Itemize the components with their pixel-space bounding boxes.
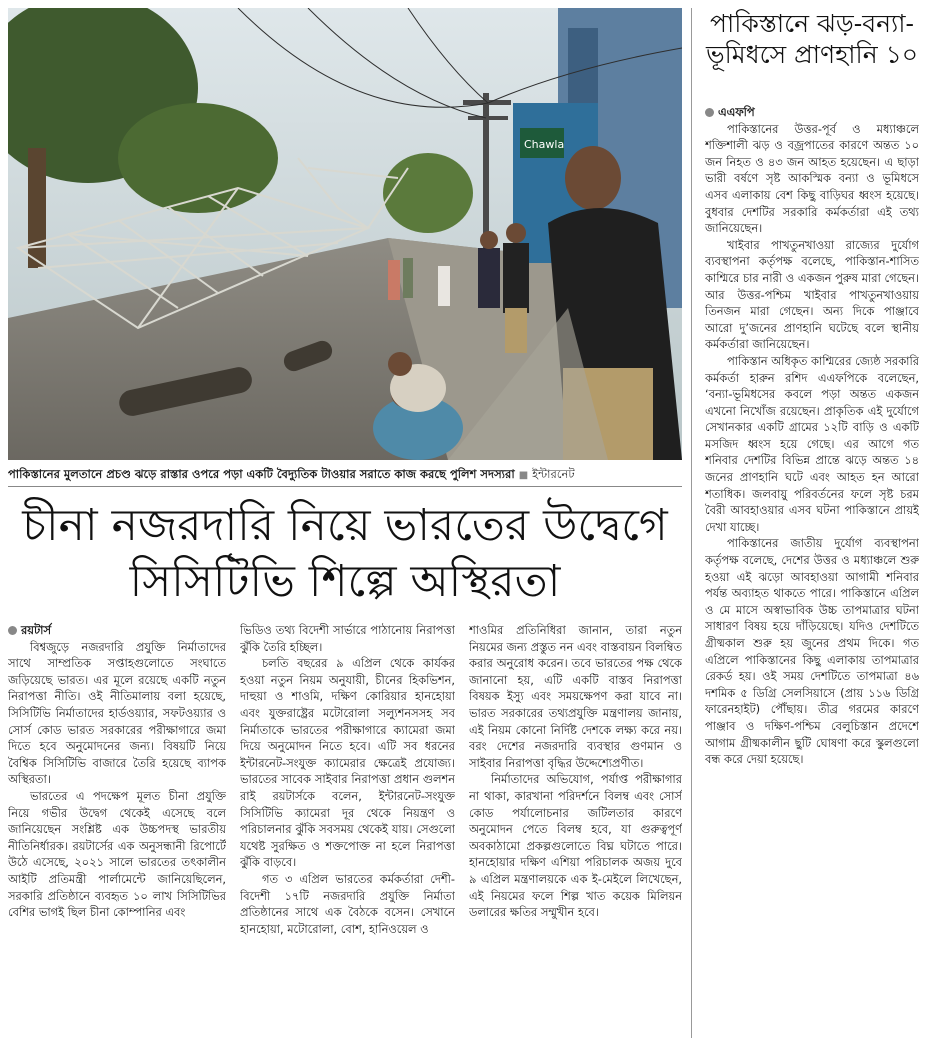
paragraph: পাকিস্তান অধিকৃত কাশ্মিরের জ্যেষ্ঠ সরকারি কর্মকর্তা হারুন রশিদ এএফপিকে বলেছেন, ‘বন্যা-ভূমিধসের কবলে পড়া অন্তত একজন এখনো নিখোঁজ রয়েছেন। প্রাকৃতিক এই দুর্যোগে সেখানকার একটি গ্রামের ১২টি বাড়ি ও একটি মসজিদ ধ্বংস হয়ে গেছে। এর আগে গত শনিবার দেশটির বিভিন্ন প্রান্তে ঝড়ে অন্তত ১৪ জনের প্রাণহানি ঘটে এবং আহত হন আরো শতাধিক। জলবায়ু পরিবর্তনের ফলে সৃষ্ট চরম বৈরী আবহাওয়ার এসব ঘটনা পাকিস্তানে প্রায়ই দেখা যাচ্ছে।: [705, 353, 919, 534]
caption-text: পাকিস্তানের মুলতানে প্রচণ্ড ঝড়ে রাস্তার ওপরে পড়া একটি বৈদ্যুতিক টাওয়ার সরাতে কাজ করছে পুলিশ সদস্যরা: [8, 467, 515, 481]
side-byline: [705, 104, 919, 121]
credit-square-icon: ■: [518, 470, 529, 481]
article-column-2: [240, 622, 455, 1041]
side-article: [705, 104, 919, 1041]
news-photo: [8, 8, 682, 460]
column-separator: [691, 8, 692, 1038]
photo-credit: ইন্টারনেট: [532, 467, 575, 481]
paragraph: পাকিস্তানের জাতীয় দুর্যোগ ব্যবস্থাপনা কর্তৃপক্ষ বলেছে, দেশের উত্তর ও মধ্যাঞ্চলে শুরু হওয়া এই ঝড়ো আবহাওয়া আগামী শনিবার পর্যন্ত অব্যাহত থাকতে পারে। পাকিস্তানে এপ্রিল ও মে মাসে অস্বাভাবিক উচ্চ তাপমাত্রার ঘটনা সাধারণ বিষয় হয়ে দাঁড়িয়েছে। যদিও দেশটিতে গ্রীষ্মকাল শুরু হয় জুনের প্রথম দিকে। গত এপ্রিলে পাকিস্তানের কিছু এলাকায় তাপমাত্রার রেকর্ড হয়। ওই সময় দেশটিতে তাপমাত্রা ৪৬ দশমিক ৫ ডিগ্রি সেলসিয়াসে (প্রায় ১১৬ ডিগ্রি ফারেনহাইট) পৌঁছায়। তীব্র গরমের কারণে পাঞ্জাব ও দক্ষিণ-পশ্চিম বেলুচিস্তান প্রদেশে আগাম গ্রীষ্মকালীন ছুটি ঘোষণা করে স্কুলগুলো বন্ধ করে দেয়া হয়েছে।: [705, 536, 919, 767]
paragraph: পাকিস্তানের উত্তর-পূর্ব ও মধ্যাঞ্চলে শক্তিশালী ঝড় ও বজ্রপাতের কারণে অন্তত ১০ জন নিহত ও ৪৩ জন আহত হয়েছেন। এ ছাড়া ভারী বর্ষণে সৃষ্ট আকস্মিক বন্যা ও ভূমিধসে এসব এলাকায় বেশ কিছু বাড়িঘর ধ্বংস হয়েছে। বুধবার দেশটির সরকারি কর্মকর্তারা এই তথ্য জানিয়েছেন।: [705, 121, 919, 236]
divider-line: [8, 486, 682, 487]
paragraph: ভারতের এ পদক্ষেপ মূলত চীনা প্রযুক্তি নিয়ে গভীর উদ্বেগ থেকেই এসেছে বলে জানিয়েছেন সংশ্লিষ্ট এক উচ্চপদস্থ ভারতীয় নীতিনির্ধারক। রয়টার্সের এক অনুসন্ধানী রিপোর্টে উঠে এসেছে, ২০২১ সালে ভারতের তৎকালীন আইটি প্রতিমন্ত্রী পার্লামেন্টে জানিয়েছিলেন, সরকারি প্রতিষ্ঠানে ব্যবহৃত ১০ লাখ সিসিটিভির বেশির ভাগই ছিল চীনা কোম্পানির এবং: [8, 788, 226, 920]
byline-bullet-icon: [8, 626, 17, 635]
shop-sign-text: Chawla: [524, 138, 565, 151]
article-column-3: [469, 622, 682, 1041]
paragraph: নির্মাতাদের অভিযোগ, পর্যাপ্ত পরীক্ষাগার না থাকা, কারখানা পরিদর্শনে বিলম্ব এবং সোর্স কোড পর্যালোচনার জটিলতার কারণে অনুমোদন পেতে বিলম্ব হবে, যা গুরুত্বপূর্ণ অবকাঠামো প্রকল্পগুলোতে বিঘ্ন ঘটাতে পারে। হানহোয়ার দক্ষিণ এশিয়া পরিচালক অজয় দুবে ৯ এপ্রিল মন্ত্রণালয়কে এক ই-মেইলে লিখেছেন, এই নিয়মের ফলে শিল্প খাত কয়েক মিলিয়ন ডলারের ক্ষতির সম্মুখীন হবে।: [469, 772, 682, 920]
main-headline-line2: সিসিটিভি শিল্পে অস্থিরতা: [129, 556, 561, 607]
street-scene-illustration: [8, 8, 682, 460]
paragraph: খাইবার পাখতুনখাওয়া রাজ্যের দুর্যোগ ব্যবস্থাপনা কর্তৃপক্ষ বলেছে, পাকিস্তান-শাসিত কাশ্মিরে চার নারী ও একজন পুরুষ মারা গেছেন। আর উত্তর-পশ্চিম খাইবার পাখতুনখাওয়ায় তিনজন মারা গেছেন। অন্য দিকে পাঞ্জাবে আরো দু’জনের প্রাণহানি ঘটেছে বলে স্থানীয় কর্মকর্তারা জানিয়েছেন।: [705, 237, 919, 352]
main-byline: [8, 622, 226, 639]
paragraph: ভিডিও তথ্য বিদেশী সার্ভারে পাঠানোয় নিরাপত্তা ঝুঁকি তৈরি হচ্ছিল।: [240, 623, 455, 654]
paragraph: বিশ্বজুড়ে নজরদারি প্রযুক্তি নির্মাতাদের সাথে সাম্প্রতিক সপ্তাহগুলোতে সংঘাতে জড়িয়েছে ভারত। এর মূলে রয়েছে একটি নতুন নিরাপত্তা নীতি। ওই নীতিমালায় বলা হয়েছে, সিসিটিভি নির্মাতাদের হার্ডওয়্যার, সফটওয়্যার ও সোর্স কোড ভারত সরকারের পরীক্ষাগারে জমা দিতে হবে অনুমোদনের জন্য। বিষয়টি নিয়ে বৈশ্বিক সিসিটিভি বাজারে তৈরি হয়েছে ব্যাপক অস্থিরতা।: [8, 639, 226, 787]
main-byline-text: রয়টার্স: [21, 623, 52, 637]
side-byline-text: এএফপি: [718, 105, 755, 119]
paragraph: শাওমির প্রতিনিধিরা জানান, তারা নতুন নিয়মের জন্য প্রস্তুত নন এবং বাস্তবায়ন বিলম্বিত করার অনুরোধ করেন। তবে ভারতের পক্ষ থেকে জানানো হয়, এটি একটি বাস্তব নিরাপত্তা বিষয়ক ইস্যু এবং সময়ক্ষেপণ করা যাবে না। ভারত সরকারের তথ্যপ্রযুক্তি মন্ত্রণালয় জানায়, এই নিয়ম কোনো নির্দিষ্ট দেশকে লক্ষ্য করে নয়। বরং দেশের নজরদারি ব্যবস্থার গুণমান ও সাইবার নিরাপত্তা বৃদ্ধির উদ্দেশ্যেপ্রণীত।: [469, 623, 682, 770]
paragraph: চলতি বছরের ৯ এপ্রিল থেকে কার্যকর হওয়া নতুন নিয়ম অনুযায়ী, চীনের হিকভিশন, দাহুয়া ও শাওমি, দক্ষিণ কোরিয়ার হানহোয়া এবং যুক্তরাষ্ট্রের মটোরোলা সল্যুশনসসহ সব নির্মাতাকে ভারতের পরীক্ষাগারে ক্যামেরা জমা দিয়ে অনুমোদন নিতে হবে। এটি সব ধরনের ইন্টারনেট-সংযুক্ত ক্যামেরার ক্ষেত্রেই প্রযোজ্য। ভারতের সাবেক সাইবার নিরাপত্তা প্রধান গুলশন রাই রয়টার্সকে বলেন, ইন্টারনেট-সংযুক্ত সিসিটিভি ক্যামেরা দূর থেকে নিয়ন্ত্রণ ও পরিচালনার ঝুঁকি সবসময় থেকেই যায়। সেগুলো যথেষ্ট সুরক্ষিত ও শক্তপোক্ত না হলে নিরাপত্তা ঝুঁকি বাড়বে।: [240, 656, 455, 870]
byline-bullet-icon: [705, 108, 714, 117]
paragraph: গত ৩ এপ্রিল ভারতের কর্মকর্তারা দেশী-বিদেশী ১৭টি নজরদারি প্রযুক্তি নির্মাতা প্রতিষ্ঠানের সাথে এক বৈঠকে বসেন। সেখানে হানহোয়া, মটোরোলা, বোশ, হানিওয়েল ও: [240, 871, 455, 936]
article-column-1: [8, 622, 226, 1041]
photo-caption: [8, 466, 682, 484]
main-headline-line1: চীনা নজরদারি নিয়ে ভারতের উদ্বেগে: [22, 500, 668, 551]
main-headline: [8, 498, 682, 610]
side-headline: পাকিস্তানে ঝড়-বন্যা-ভূমিধসে প্রাণহানি ১০: [705, 9, 919, 69]
